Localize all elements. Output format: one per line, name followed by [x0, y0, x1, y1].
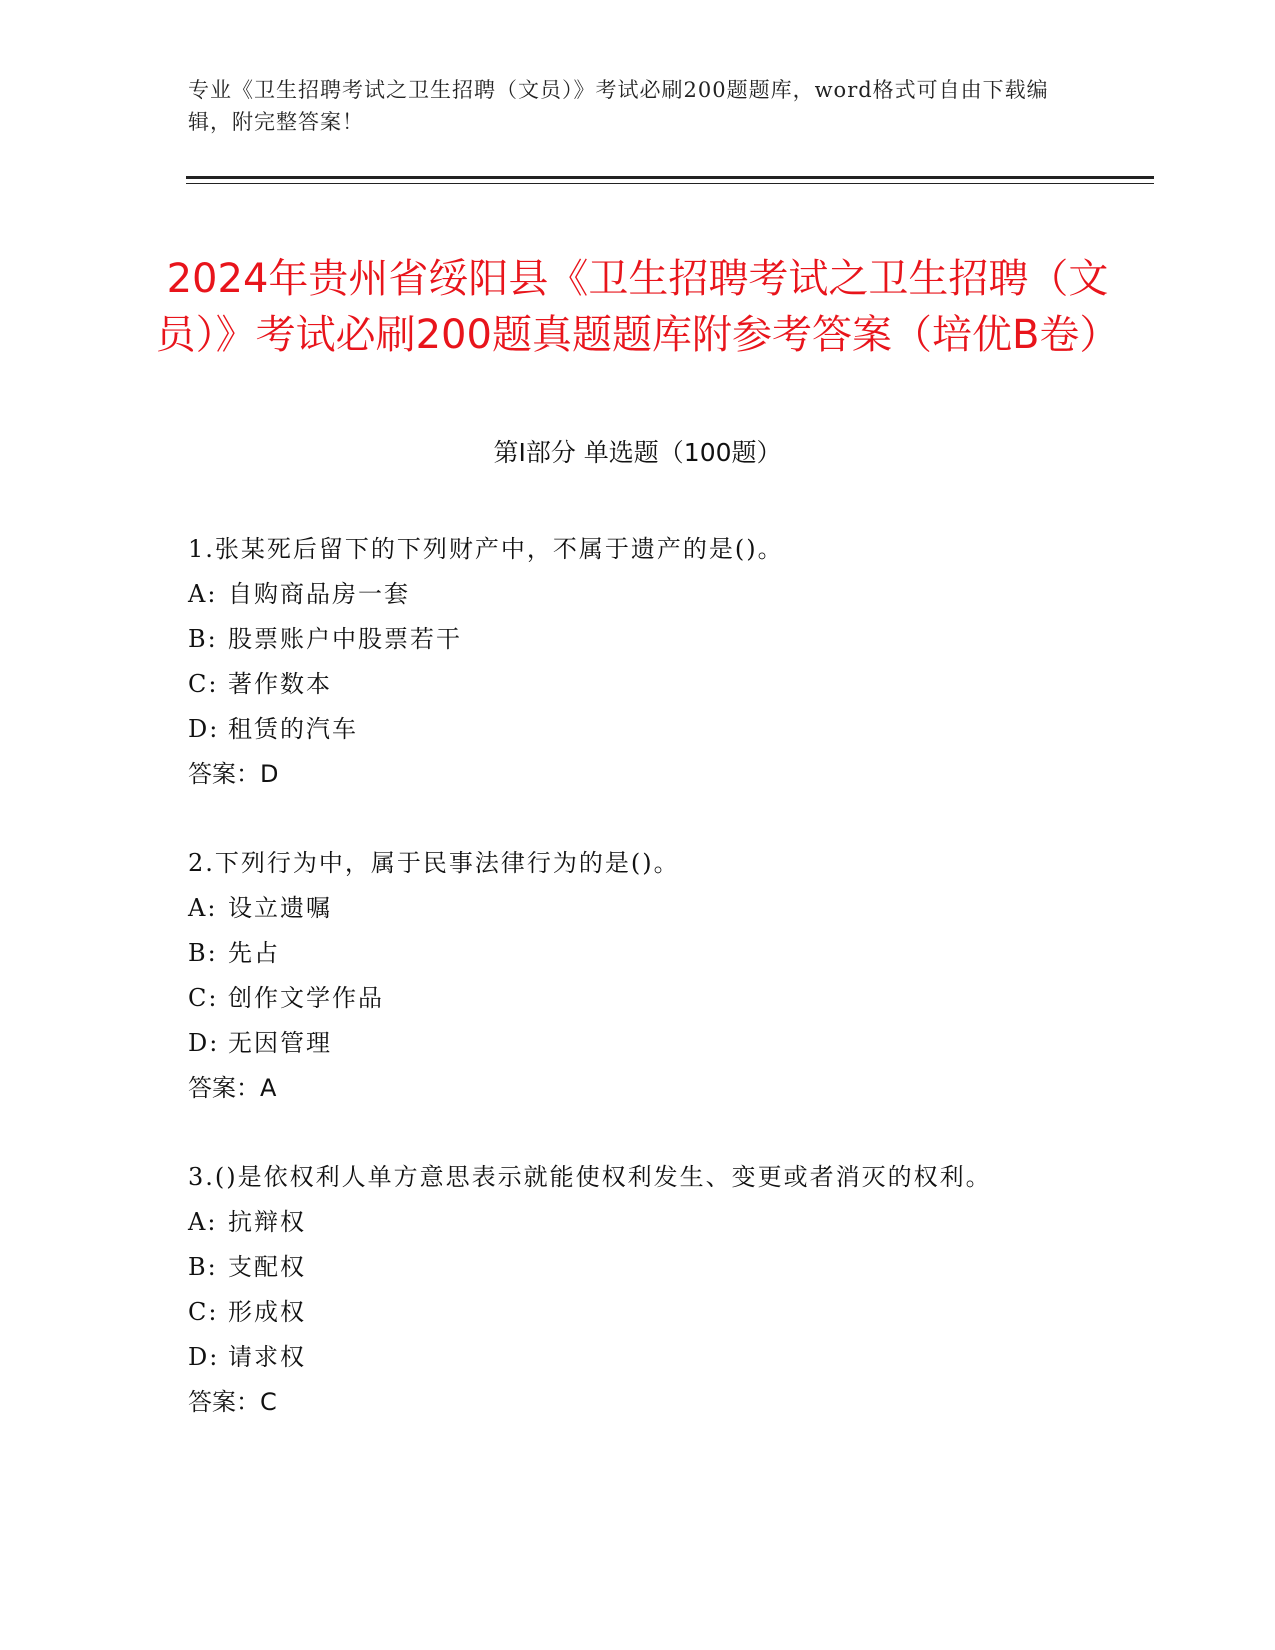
- option-text: 支配权: [228, 1253, 306, 1281]
- option-b: [188, 1245, 1068, 1290]
- option-text: 自购商品房一套: [228, 580, 410, 608]
- question-stem: 1.张某死后留下的下列财产中，不属于遗产的是()。: [188, 535, 784, 563]
- option-a: [188, 572, 1068, 617]
- option-a: [188, 886, 1068, 931]
- option-text: 设立遗嘱: [228, 894, 332, 922]
- question-stem: 3.()是依权利人单方意思表示就能使权利发生、变更或者消灭的权利。: [188, 1163, 992, 1191]
- header-note: 专业《卫生招聘考试之卫生招聘（文员）》考试必刷200题题库，word格式可自由下载编辑，附完整答案！: [188, 78, 1049, 134]
- option-c: [188, 976, 1068, 1021]
- question-2: [188, 841, 1068, 1111]
- answer-line: 答案：D: [188, 760, 279, 788]
- option-a: [188, 1200, 1068, 1245]
- option-text: 请求权: [228, 1343, 306, 1371]
- option-key: B:: [188, 1253, 218, 1281]
- header-divider-thick: [186, 176, 1154, 179]
- option-text: 著作数本: [228, 670, 332, 698]
- option-b: [188, 931, 1068, 976]
- option-key: B:: [188, 939, 218, 967]
- question-3: [188, 1155, 1068, 1425]
- option-key: C:: [188, 1298, 219, 1326]
- option-key: A:: [188, 1208, 218, 1236]
- option-key: C:: [188, 984, 219, 1012]
- option-key: B:: [188, 625, 218, 653]
- question-list: [188, 527, 1068, 1469]
- option-c: [188, 662, 1068, 707]
- section-heading: 第Ⅰ部分 单选题（100题）: [493, 438, 782, 467]
- option-key: A:: [188, 894, 218, 922]
- option-text: 抗辩权: [228, 1208, 306, 1236]
- question-stem: 2.下列行为中，属于民事法律行为的是()。: [188, 849, 680, 877]
- option-key: C:: [188, 670, 219, 698]
- option-b: [188, 617, 1068, 662]
- option-d: [188, 1021, 1068, 1066]
- option-d: [188, 1335, 1068, 1380]
- answer-line: 答案：C: [188, 1388, 277, 1416]
- option-text: 股票账户中股票若干: [228, 625, 462, 653]
- document-title: 2024年贵州省绥阳县《卫生招聘考试之卫生招聘（文员）》考试必刷200题真题题库附参考答案（培优B卷）: [155, 255, 1120, 358]
- option-key: D:: [188, 715, 220, 743]
- option-text: 创作文学作品: [228, 984, 384, 1012]
- option-key: D:: [188, 1029, 220, 1057]
- option-c: [188, 1290, 1068, 1335]
- option-text: 先占: [228, 939, 280, 967]
- option-text: 形成权: [228, 1298, 306, 1326]
- option-text: 租赁的汽车: [228, 715, 358, 743]
- option-d: [188, 707, 1068, 752]
- header-divider-thin: [186, 183, 1154, 184]
- answer-line: 答案：A: [188, 1074, 277, 1102]
- option-text: 无因管理: [228, 1029, 332, 1057]
- option-key: D:: [188, 1343, 220, 1371]
- option-key: A:: [188, 580, 218, 608]
- question-1: [188, 527, 1068, 797]
